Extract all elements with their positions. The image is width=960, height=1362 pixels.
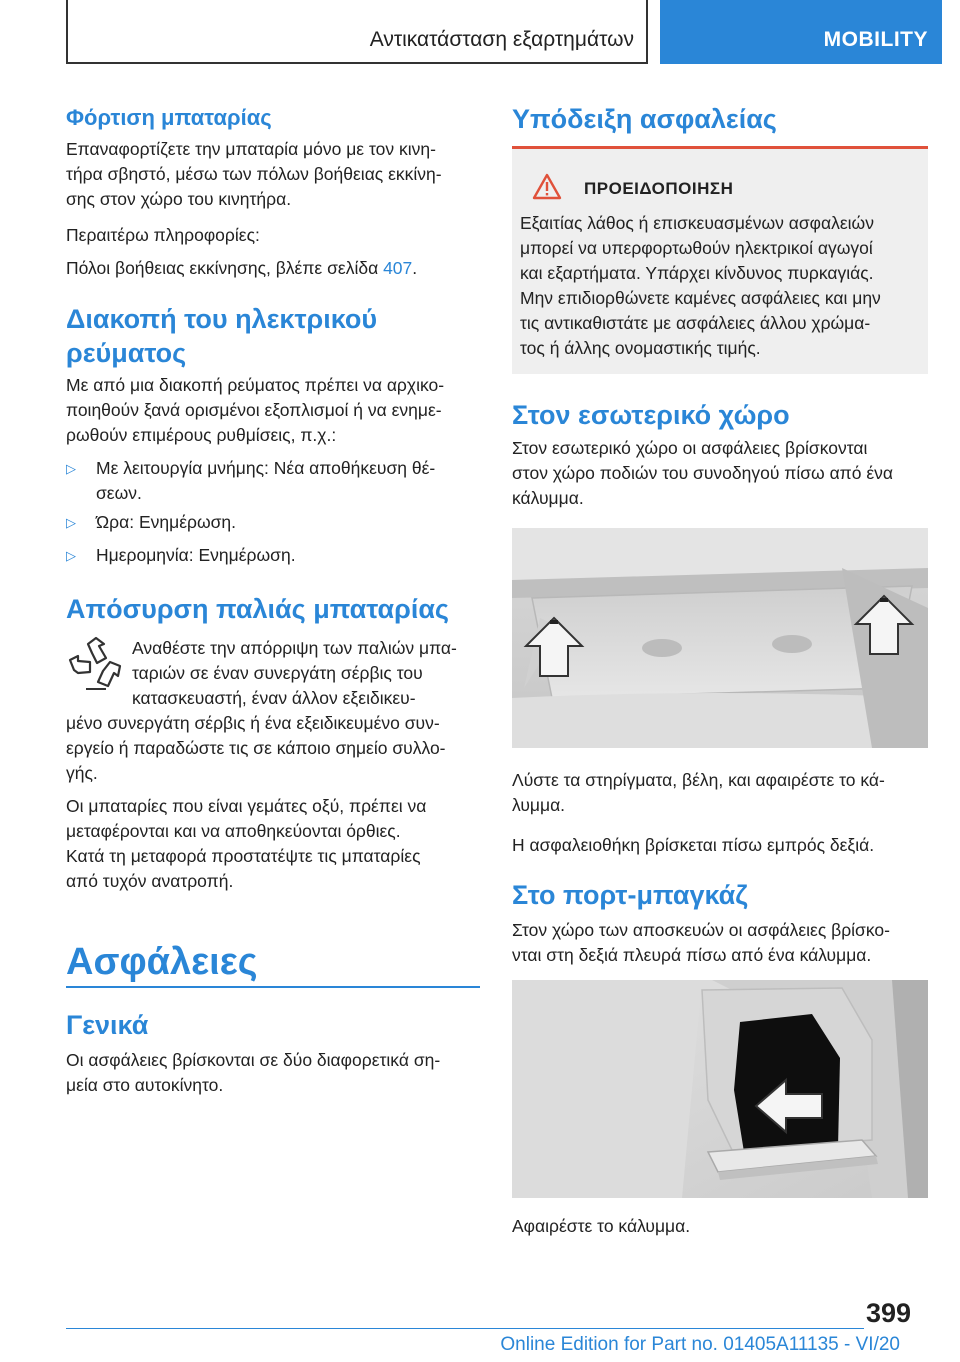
heading-general: Γενικά: [66, 1010, 149, 1040]
footer-edition: Online Edition for Part no. 01405A11135 - VI/20: [500, 1334, 900, 1355]
section-divider: [66, 986, 480, 988]
bullet-triangle-icon: ▷: [66, 548, 76, 563]
heading-interior: Στον εσωτερικό χώρο: [512, 400, 790, 430]
bullet-triangle-icon: ▷: [66, 515, 76, 530]
battery-disposal-text: μένο συνεργάτη σέρβις ή ένα εξειδικευμένο συν- εργείο ή παραδώστε τις σε κάποιο σημείο συλλο- γής.: [66, 713, 446, 783]
list-item: ▷ Με λειτουργία μνήμης: Νέα αποθήκευση θέ- σεων.: [66, 458, 436, 503]
page-number: 399: [866, 1298, 912, 1328]
heading-fuses: Ασφάλειες: [66, 941, 258, 983]
heading-battery-charging: Φόρτιση μπαταρίας: [66, 105, 272, 130]
header-title-box: [66, 0, 648, 64]
trunk-caption: Αφαιρέστε το κάλυμμα.: [512, 1216, 691, 1236]
heading-power-interruption: Διακοπή του ηλεκτρικού ρεύματος: [66, 304, 378, 368]
warning-text: Εξαιτίας λάθος ή επισκευασμένων ασφαλειών μπορεί να υπερφορτωθούν ηλεκτρικοί αγωγοί και εξαρτήματα. Υπάρχει κίνδυνος πυρκαγιάς. Μην επιδιορθώνετε καμένες ασφάλειες και μην τις αντικαθιστάτε με ασφάλειες άλλου χρώμα- τος ή άλλης ονομαστικής τιμής.: [520, 213, 881, 358]
footer-divider: [66, 1328, 864, 1329]
power-interruption-text: Με από μια διακοπή ρεύματος πρέπει να αρχικο- ποιηθούν ξανά ορισμένοι εξοπλισμοί ή να ενημε- ρωθούν επιμέρους ρυθμίσεις, π.χ.:: [66, 375, 445, 445]
header-section-label: MOBILITY: [823, 28, 928, 51]
trunk-fuse-cover-image: [512, 980, 928, 1198]
battery-charging-more-info: Περαιτέρω πληροφορίες:: [66, 225, 260, 245]
heading-battery-disposal: Απόσυρση παλιάς μπαταρίας: [66, 594, 449, 624]
bullet-triangle-icon: ▷: [66, 461, 76, 476]
battery-transport-text: Οι μπαταρίες που είναι γεμάτες οξύ, πρέπει να μεταφέρονται και να αποθηκεύονται όρθιες. Κατά τη μεταφορά προστατέψτε τις μπαταρίες από τυχόν ανατροπή.: [66, 796, 427, 891]
interior-text: Στον εσωτερικό χώρο οι ασφάλειες βρίσκονται στον χώρο ποδιών του συνοδηγού πίσω από ένα κάλυμμα.: [512, 438, 894, 508]
heading-safety-notice: Υπόδειξη ασφαλείας: [512, 104, 777, 134]
warning-triangle-icon: [532, 173, 562, 200]
interior-fusebox-location: Η ασφαλειοθήκη βρίσκεται πίσω εμπρός δεξιά.: [512, 835, 875, 855]
battery-charging-reference: Πόλοι βοήθειας εκκίνησης, βλέπε σελίδα 407.: [66, 258, 418, 278]
page-link-407[interactable]: 407: [383, 258, 413, 278]
list-item: ▷ Ώρα: Ενημέρωση.: [66, 510, 480, 535]
list-item: ▷ Ημερομηνία: Ενημέρωση.: [66, 543, 480, 568]
warning-box: [512, 146, 928, 374]
trunk-text: Στον χώρο των αποσκευών οι ασφάλειες βρίσκο- νται στη δεξιά πλευρά πίσω από ένα κάλυμμα.: [512, 920, 890, 965]
header-title: Αντικατάσταση εξαρτημάτων: [369, 28, 634, 51]
interior-caption: Λύστε τα στηρίγματα, βέλη, και αφαιρέστε το κά- λυμμα.: [512, 770, 885, 815]
battery-charging-text: Επαναφορτίζετε την μπαταρία μόνο με τον κινη- τήρα σβηστό, μέσω των πόλων βοήθειας εκκίνη- σης στον χώρο του κινητήρα.: [66, 139, 442, 209]
warning-title: ΠΡΟΕΙΔΟΠΟΙΗΣΗ: [584, 179, 734, 198]
interior-fuse-cover-image: [512, 528, 928, 748]
recycling-icon: [66, 636, 126, 692]
battery-disposal-text-indented: Αναθέστε την απόρριψη των παλιών μπα- ταριών σε έναν συνεργάτη σέρβις του κατασκευαστή, έναν άλλον εξειδικευ-: [132, 638, 457, 708]
heading-trunk: Στο πορτ-μπαγκάζ: [512, 880, 748, 910]
fuses-general-text: Οι ασφάλειες βρίσκονται σε δύο διαφορετικά ση- μεία στο αυτοκίνητο.: [66, 1050, 441, 1095]
header-section-tab: [660, 0, 942, 64]
